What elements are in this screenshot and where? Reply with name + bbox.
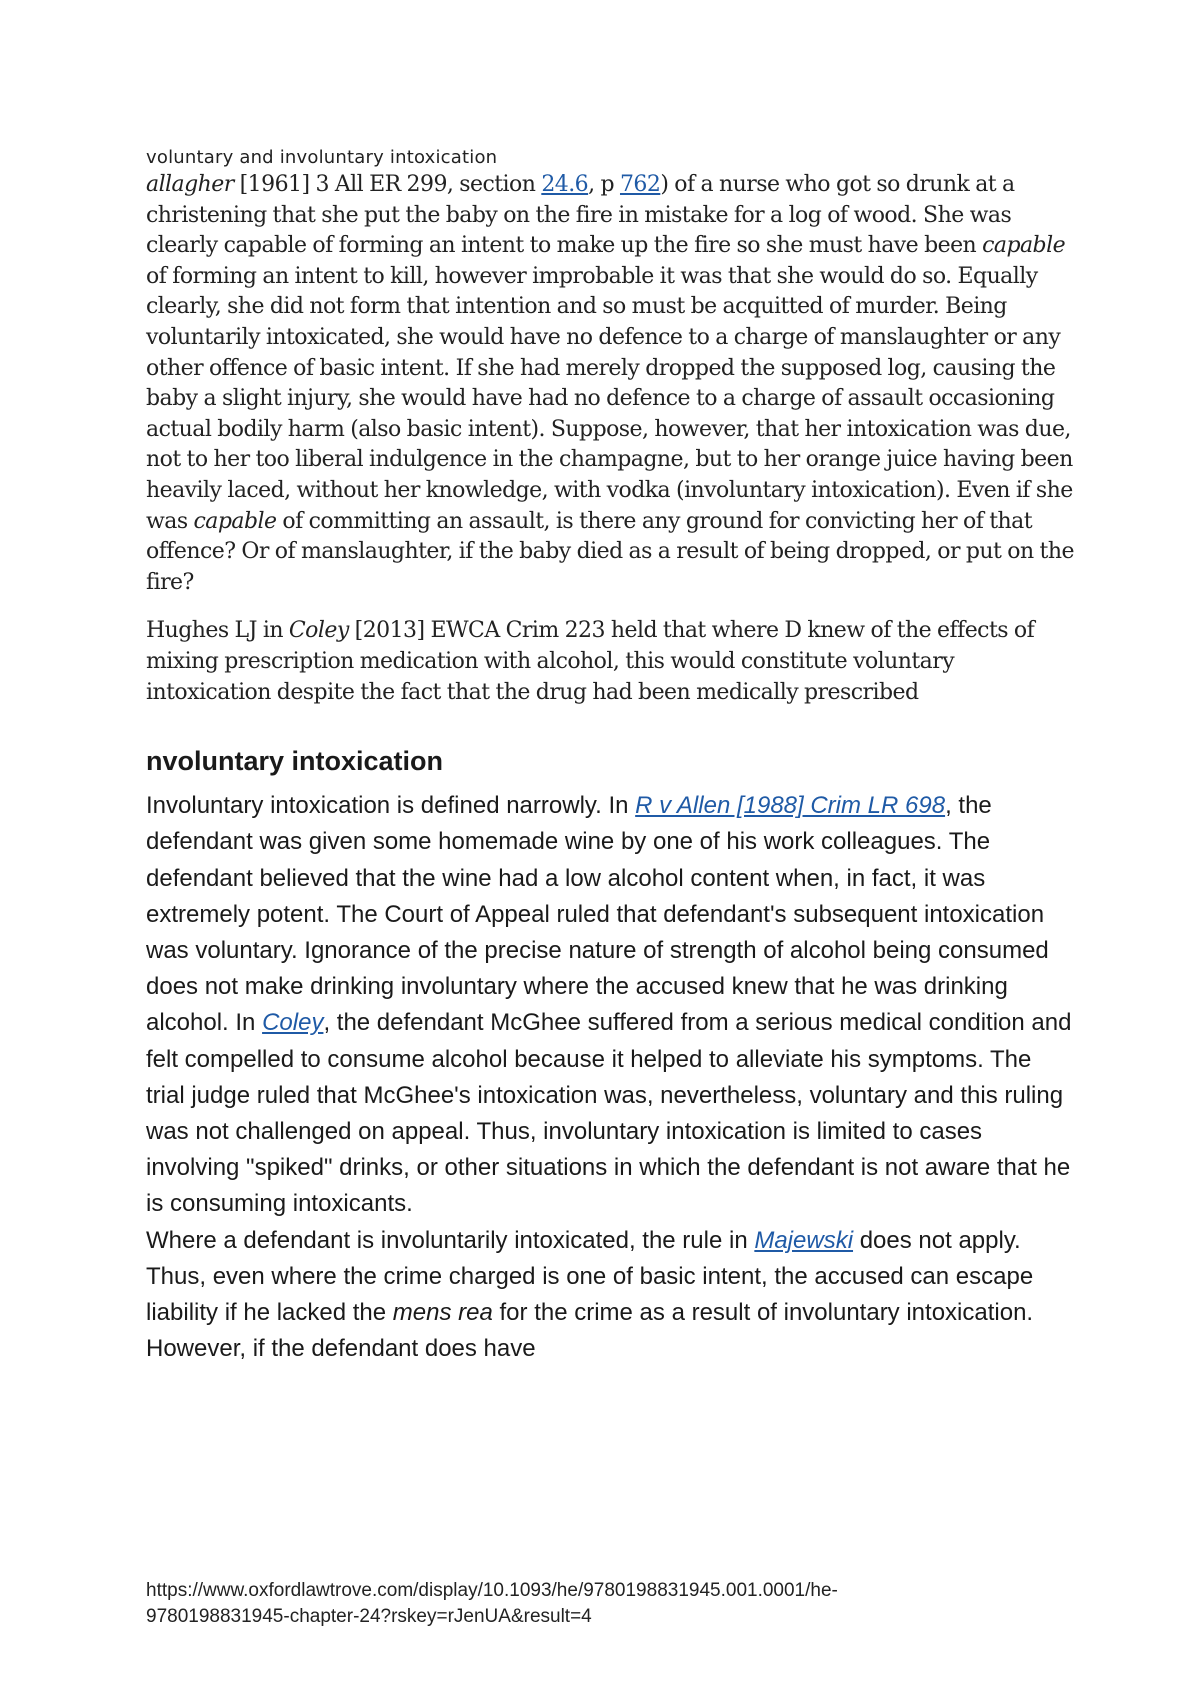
paragraph-coley-holding — [146, 616, 1076, 708]
emphasis-mens-rea: mens rea — [392, 1298, 493, 1326]
body-text: for the crime as a result of involuntary intoxication. However, if the defendant does have — [146, 1298, 1034, 1363]
body-text: Hughes LJ in — [146, 618, 289, 644]
paragraph-majewski-rule — [146, 1223, 1076, 1368]
case-name-coley: Coley — [288, 618, 349, 644]
citation-text-page: , p — [588, 172, 620, 197]
paragraph-gallagher-example — [146, 170, 1076, 598]
source-url-line-2: 9780198831945-chapter-24?rskey=rJenUA&result=4 — [146, 1606, 592, 1627]
section-link[interactable]: 24.6 — [541, 172, 589, 197]
case-link-coley[interactable]: Coley — [262, 1009, 324, 1037]
body-text: Involuntary intoxication is defined narrowly. In — [146, 792, 636, 820]
case-name-gallagher: allagher — [146, 172, 234, 197]
body-text: [2013] EWCA Crim 223 held that where D knew of the effects of mixing prescription medication with alcohol, this would constitute voluntary intoxication despite the fact that the drug had been medically prescribed — [146, 618, 1035, 705]
case-link-allen[interactable]: R v Allen [1988] Crim LR 698 — [635, 792, 946, 820]
body-text: of forming an intent to kill, however improbable it was that she would do so. Equally clearly, she did not form that intention and so must be acquitted of murder. Being voluntarily intoxicated, she would have no defence to a charge of manslaughter or any other offence of basic intent. If she had merely dropped the supposed log, causing the baby a slight injury, she would have had no defence to a charge of assault occasioning actual bodily harm (also basic intent). Suppose, however, that her intoxication was due, not to her too liberal indulgence in the champagne, but to her orange juice having been heavily laced, without her knowledge, with vodka (involuntary intoxication). Even if she was — [146, 263, 1073, 534]
section-heading: nvoluntary intoxication — [146, 746, 444, 777]
page-link[interactable]: 762 — [619, 172, 661, 197]
body-text: of committing an assault, is there any ground for convicting her of that offence? Or of manslaughter, if the baby died as a result of being dropped, or put on the fire? — [146, 508, 1074, 595]
citation-text: [1961] 3 All ER 299, section — [233, 172, 542, 197]
case-link-majewski[interactable]: Majewski — [754, 1226, 854, 1254]
emphasis-capable: capable — [193, 508, 277, 534]
paragraph-allen-case — [146, 788, 1076, 1222]
body-text: ) of a nurse who got so drunk at a christening that she put the baby on the fire in mistake for a log of wood. She was clearly capable of forming an intent to make up the fire so she must have been — [146, 172, 1015, 259]
document-page — [146, 146, 1076, 1367]
body-text: Where a defendant is involuntarily intoxicated, the rule in — [146, 1226, 755, 1254]
source-url-line-1: https://www.oxfordlawtrove.com/display/10.1093/he/9780198831945.001.0001/he- — [146, 1580, 838, 1601]
body-text: , the defendant McGhee suffered from a serious medical condition and felt compelled to consume alcohol because it helped to alleviate his symptoms. The trial judge ruled that McGhee's intoxication was, nevertheless, voluntary and this ruling was not challenged on appeal. Thus, involuntary intoxication is limited to cases involving "spiked" drinks, or other situations in which the defendant is not aware that he is consuming intoxicants. — [146, 1009, 1072, 1218]
running-title: voluntary and involuntary intoxication — [146, 147, 498, 168]
body-text: , the defendant was given some homemade wine by one of his work colleagues. The defendant believed that the wine had a low alcohol content when, in fact, it was extremely potent. The Court of Appeal ruled that defendant's subsequent intoxication was voluntary. Ignorance of the precise nature of strength of alcohol being consumed does not make drinking involuntary where the accused knew that he was drinking alcohol. In — [146, 792, 1049, 1037]
emphasis-capable: capable — [982, 233, 1066, 259]
body-text: does not apply. Thus, even where the crime charged is one of basic intent, the accused can escape liability if he lacked the — [146, 1226, 1034, 1326]
source-url-footer — [146, 1578, 1106, 1630]
